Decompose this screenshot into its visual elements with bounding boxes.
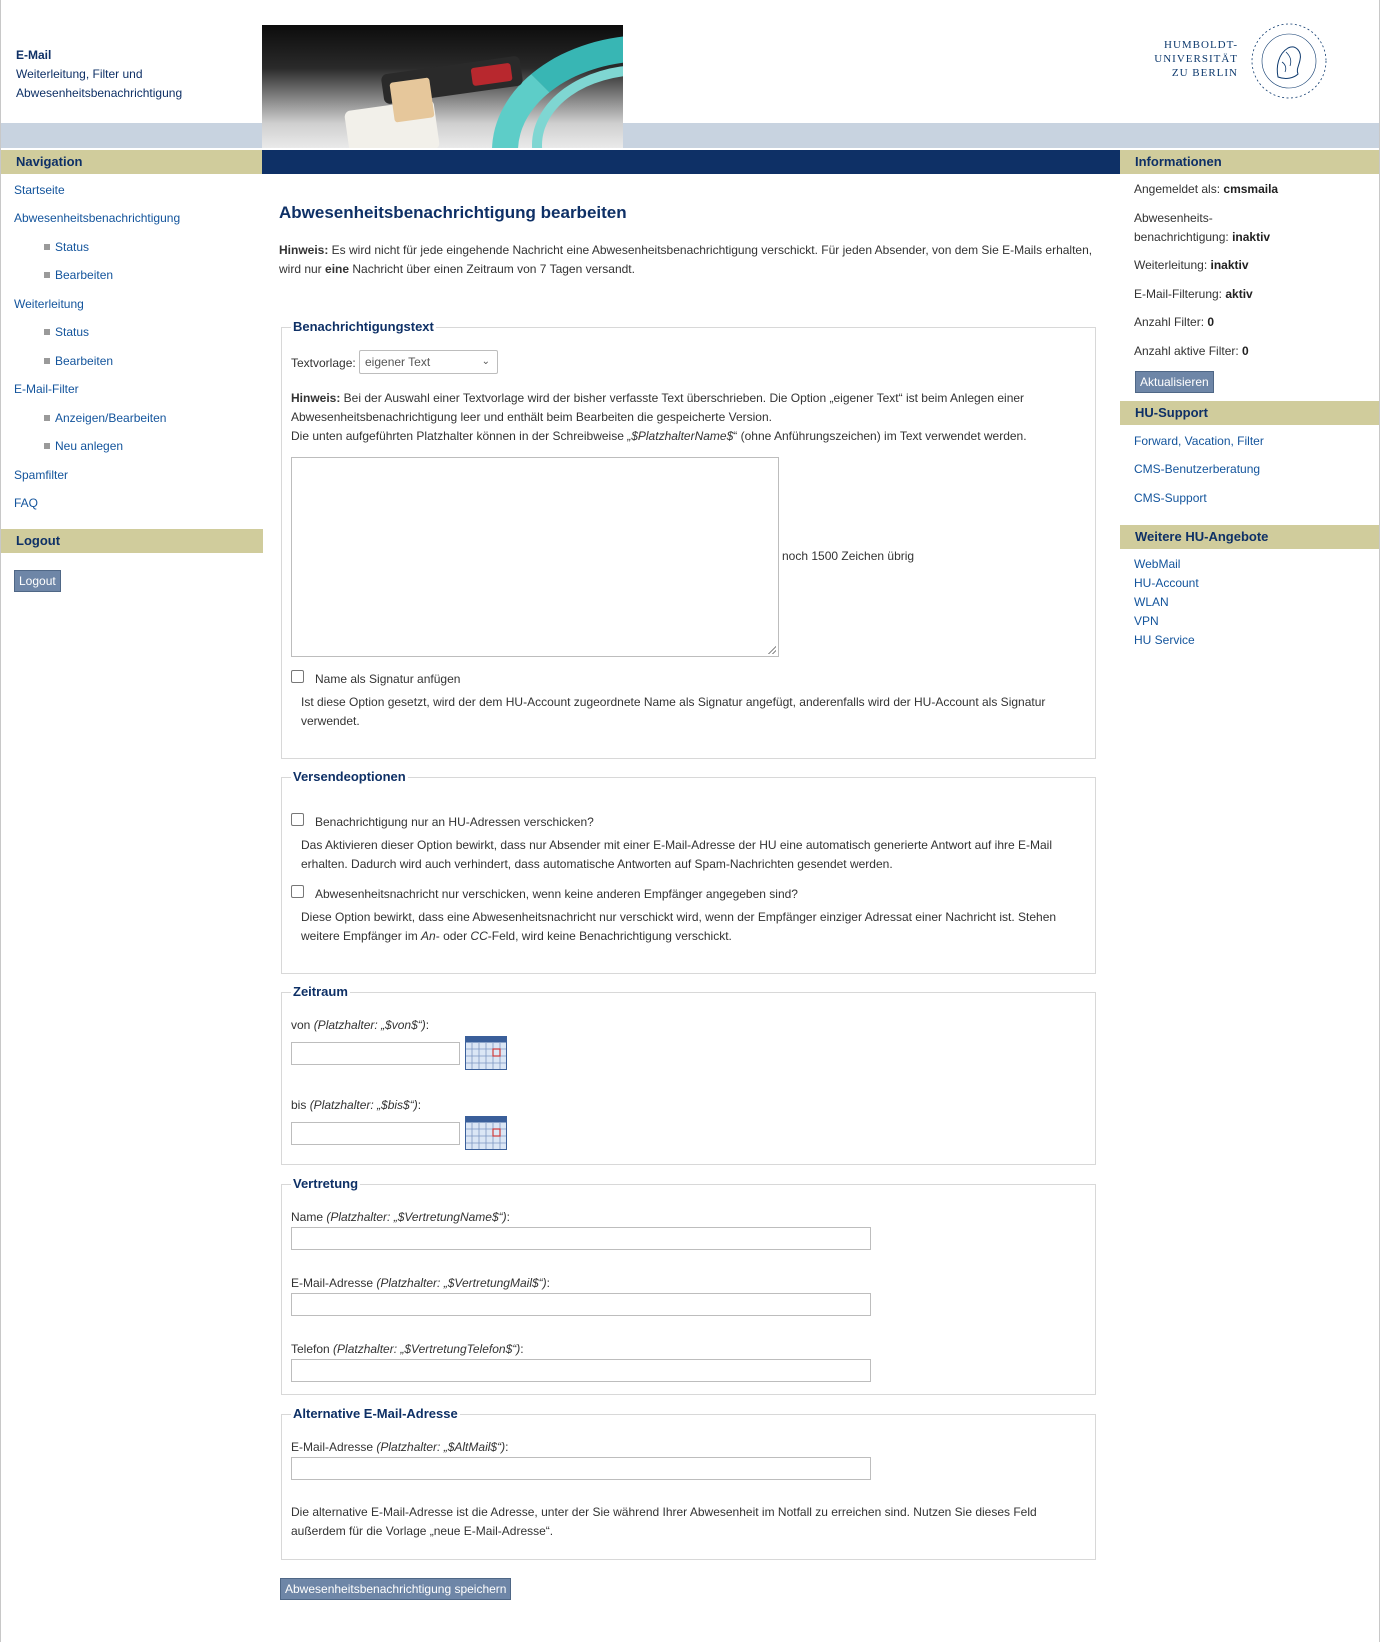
template-select-value: eigener Text: [365, 355, 431, 369]
no-other-recipients-checkbox[interactable]: [291, 885, 304, 898]
site-title-main: E-Mail: [16, 48, 52, 62]
hu-seal-icon: [1250, 22, 1328, 100]
offer-link-hu-service[interactable]: HU Service: [1134, 633, 1195, 647]
legend-substitute: Vertretung: [293, 1176, 359, 1191]
no-other-recipients-label: Abwesenheitsnachricht nur verschicken, wenn keine anderen Empfänger angegeben sind?: [315, 887, 798, 901]
info-filtering: E-Mail-Filterung: aktiv: [1134, 287, 1253, 301]
info-forward: Weiterleitung: inaktiv: [1134, 258, 1249, 272]
substitute-name-input[interactable]: [291, 1227, 871, 1250]
resize-grip-icon[interactable]: [768, 646, 776, 654]
nav-weiterleitung-bearbeiten[interactable]: Bearbeiten: [44, 354, 113, 368]
legend-alt-mail: Alternative E-Mail-Adresse: [293, 1406, 458, 1421]
site-subtitle-2: Abwesenheitsbenachrichtigung: [16, 86, 183, 100]
substitute-mail-input[interactable]: [291, 1293, 871, 1316]
info-logged-in: Angemeldet als: cmsmaila: [1134, 182, 1279, 196]
substitute-name-label: Name (Platzhalter: „$VertretungName$“):: [291, 1210, 510, 1224]
nav-filter-neu[interactable]: Neu anlegen: [44, 439, 123, 453]
header-banner-image: [262, 25, 623, 148]
template-select[interactable]: [359, 350, 498, 374]
nav-faq[interactable]: FAQ: [14, 496, 39, 510]
chevron-down-icon: ⌄: [481, 356, 490, 367]
alt-mail-label: E-Mail-Adresse (Platzhalter: „$AltMail$“):: [291, 1440, 509, 1454]
info-absence: Abwesenheits- benachrichtigung: inaktiv: [1134, 211, 1271, 244]
nav-weiterleitung-status[interactable]: Status: [44, 325, 89, 339]
content-top-bar: [262, 150, 1121, 174]
save-button[interactable]: Abwesenheitsbenachrichtigung speichern: [280, 1578, 511, 1600]
refresh-button[interactable]: Aktualisieren: [1135, 371, 1214, 393]
hu-logo[interactable]: [1150, 22, 1335, 102]
signature-label: Name als Signatur anfügen: [315, 672, 461, 686]
substitute-phone-input[interactable]: [291, 1359, 871, 1382]
nav-weiterleitung[interactable]: Weiterleitung: [14, 297, 84, 311]
template-hint: Hinweis: Bei der Auswahl einer Textvorlage wird der bisher verfasste Text überschrieben. Die Option „eigener Text“ ist beim Anlegen einer Abwesenheitsbenachrichtigung leer und enthält beim Bearbeiten die gespeicherte Version. Die unten aufgeführten Platzhalter können in der Schreibweise „$PlatzhalterName$“ (ohne Anführungszeichen) im Text verwendet werden.: [291, 391, 1027, 443]
legend-send-options: Versendeoptionen: [293, 769, 406, 784]
site-subtitle-1: Weiterleitung, Filter und: [16, 67, 143, 81]
hu-only-label: Benachrichtigung nur an HU-Adressen verschicken?: [315, 815, 594, 829]
signature-help: Ist diese Option gesetzt, wird der dem HU-Account zugeordnete Name als Signatur angefügt, anderenfalls wird der HU-Account als Signatur verwendet.: [301, 695, 1046, 728]
legend-notification-text: Benachrichtigungstext: [293, 319, 434, 334]
to-date-input[interactable]: [291, 1122, 460, 1145]
offer-link-hu-account[interactable]: HU-Account: [1134, 576, 1199, 590]
support-heading: HU-Support: [1120, 401, 1379, 425]
offer-link-webmail[interactable]: WebMail: [1134, 557, 1181, 571]
legend-period: Zeitraum: [293, 984, 348, 999]
support-link-cms-beratung[interactable]: CMS-Benutzerberatung: [1134, 462, 1261, 476]
navigation-heading: Navigation: [1, 150, 263, 174]
banner-connector: [389, 77, 434, 122]
offer-link-vpn[interactable]: VPN: [1134, 614, 1159, 628]
nav-startseite[interactable]: Startseite: [14, 183, 65, 197]
alt-mail-input[interactable]: [291, 1457, 871, 1480]
nav-abwesenheit-bearbeiten[interactable]: Bearbeiten: [44, 268, 113, 282]
calendar-from-icon[interactable]: [465, 1036, 507, 1070]
hu-only-help: Das Aktivieren dieser Option bewirkt, dass nur Absender mit einer E-Mail-Adresse der HU eine automatisch generierte Antwort auf ihre E-Mail erhalten. Dadurch wird auch verhindert, dass automatische Antworten auf Spam-Nachrichten gesendet werden.: [301, 838, 1053, 871]
nav-email-filter[interactable]: E-Mail-Filter: [14, 382, 79, 396]
support-link-forward[interactable]: Forward, Vacation, Filter: [1134, 434, 1264, 448]
info-heading: Informationen: [1120, 150, 1379, 174]
hu-only-checkbox[interactable]: [291, 813, 304, 826]
nav-abwesenheit[interactable]: Abwesenheitsbenachrichtigung: [14, 211, 181, 225]
message-textarea[interactable]: [291, 457, 779, 657]
site-title: [16, 46, 182, 103]
offers-heading: Weitere HU-Angebote: [1120, 525, 1379, 549]
from-label: von (Platzhalter: „$von$“):: [291, 1018, 430, 1032]
substitute-phone-label: Telefon (Platzhalter: „$VertretungTelefon$“):: [291, 1342, 524, 1356]
support-link-cms-support[interactable]: CMS-Support: [1134, 491, 1207, 505]
from-date-input[interactable]: [291, 1042, 460, 1065]
hu-logo-text: HUMBOLDT- UNIVERSITÄT ZU BERLIN: [1154, 39, 1238, 79]
signature-checkbox[interactable]: [291, 670, 304, 683]
substitute-mail-label: E-Mail-Adresse (Platzhalter: „$VertretungMail$“):: [291, 1276, 550, 1290]
alt-mail-help: Die alternative E-Mail-Adresse ist die Adresse, unter der Sie während Ihrer Abwesenheit im Notfall zu erreichen sind. Nutzen Sie dieses Feld außerdem für die Vorlage „neue E-Mail-Adresse“.: [291, 1505, 1037, 1538]
to-label: bis (Platzhalter: „$bis$“):: [291, 1098, 422, 1112]
header-band: [1, 123, 1379, 148]
page-border-left: [0, 0, 1, 1642]
nav-spamfilter[interactable]: Spamfilter: [14, 468, 69, 482]
info-active-filter: Anzahl aktive Filter: 0: [1134, 344, 1249, 358]
main-hint: Hinweis: Es wird nicht für jede eingehende Nachricht eine Abwesenheitsbenachrichtigung verschickt. Für jeden Absender, von dem Sie E-Mails erhalten, wird nur eine Nachricht über einen Zeitraum von 7 Tagen versandt.: [279, 243, 1093, 276]
offer-link-wlan[interactable]: WLAN: [1134, 595, 1169, 609]
calendar-to-icon[interactable]: [465, 1116, 507, 1150]
no-other-recipients-help: Diese Option bewirkt, dass eine Abwesenheitsnachricht nur verschickt wird, wenn der Empfänger einziger Adressat einer Nachricht ist. Stehen weitere Empfänger im An- oder CC-Feld, wird keine Benachrichtigung verschickt.: [301, 910, 1057, 943]
logout-button[interactable]: Logout: [14, 570, 61, 592]
nav-filter-anzeigen[interactable]: Anzeigen/Bearbeiten: [44, 411, 166, 425]
template-label: Textvorlage:: [291, 356, 356, 370]
nav-abwesenheit-status[interactable]: Status: [44, 240, 89, 254]
logout-heading: Logout: [1, 529, 263, 553]
page-title: Abwesenheitsbenachrichtigung bearbeiten: [279, 203, 627, 222]
char-counter: noch 1500 Zeichen übrig: [782, 549, 915, 563]
info-filter-count: Anzahl Filter: 0: [1134, 315, 1215, 329]
